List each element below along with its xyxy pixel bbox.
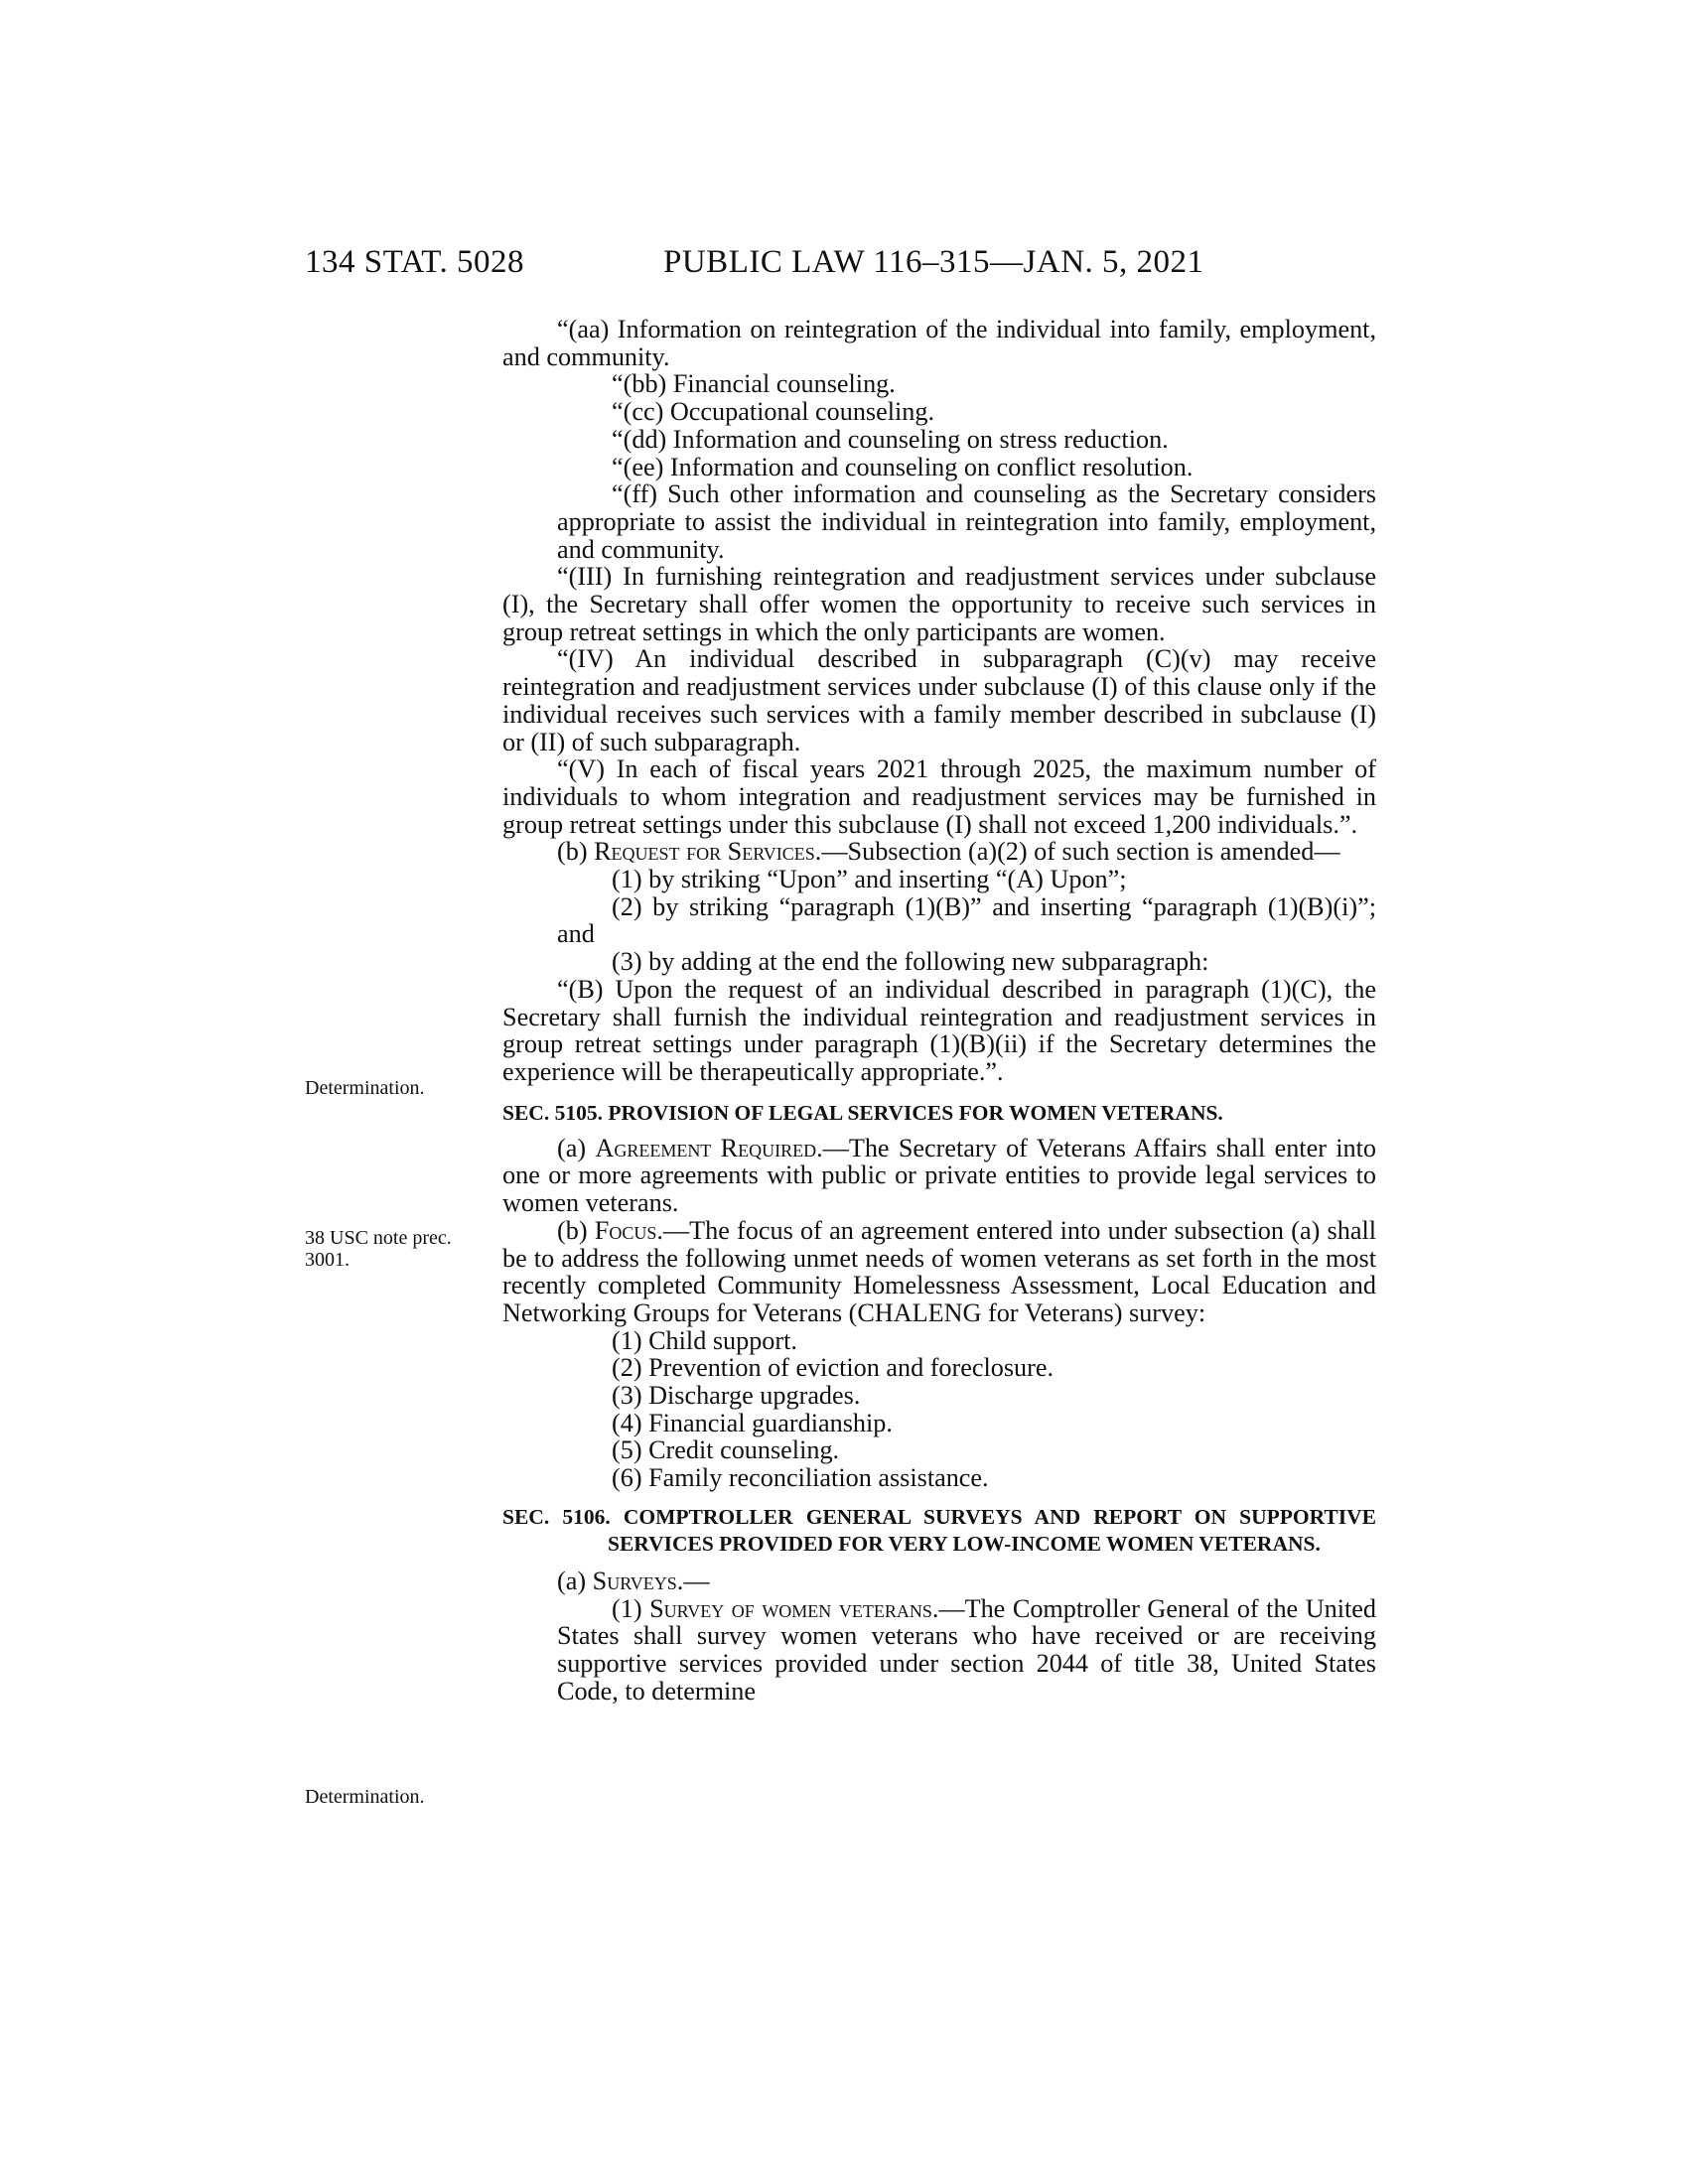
subsection-b-request — [502, 838, 1376, 866]
needs-list — [502, 1327, 1376, 1492]
subsection-caption: Focus — [594, 1215, 657, 1245]
subsection-a-surveys — [502, 1568, 1376, 1595]
subsection-label: (a) — [557, 1133, 596, 1162]
item-cc: “(cc) Occupational counseling. — [612, 397, 935, 427]
margin-note-determination-1: Determination. — [305, 1077, 425, 1099]
margin-note-usc: 38 USC note prec. 3001. — [305, 1227, 452, 1271]
item-aa: “(aa) Information on reintegration of the individual into family, employment, and community. — [502, 315, 1376, 371]
amendment-1: (1) by striking “Upon” and inserting “(A) Upon”; — [612, 865, 1127, 894]
amendment-2: (2) by striking “paragraph (1)(B)” and inserting “paragraph (1)(B)(i)”; and — [557, 891, 1376, 949]
subsection-text: .— — [676, 1566, 710, 1595]
paragraph-text: .—The Comptroller General of the United States shall survey women veterans who have received or are receiving supportive services provided under section 2044 of title 38, United States Code, to determine — [557, 1593, 1376, 1706]
section-5106-heading: SEC. 5106. COMPTROLLER GENERAL SURVEYS AND REPORT ON SUPPORTIVE SERVICES PROVIDED FOR VERY LOW-INCOME WOMEN VETERANS. — [502, 1504, 1376, 1556]
list-item: (3) Discharge upgrades. — [612, 1381, 861, 1411]
subsection-text: .—The Secretary of Veterans Affairs shall enter into one or more agreements with public or private entities to provide legal services to women veterans. — [502, 1133, 1376, 1218]
item-bb: “(bb) Financial counseling. — [612, 369, 896, 399]
subsection-text: .—Subsection (a)(2) of such section is amended— — [814, 837, 1340, 867]
list-item: (4) Financial guardianship. — [612, 1408, 893, 1437]
item-ff: “(ff) Such other information and counseling as the Secretary considers appropriate to assist the individual in reintegration into family, employment, and community. — [557, 479, 1376, 564]
body-text — [502, 316, 1376, 1705]
list-item: (1) Child support. — [612, 1325, 797, 1355]
item-ee: “(ee) Information and counseling on conflict resolution. — [612, 452, 1194, 481]
running-head: PUBLIC LAW 116–315—JAN. 5, 2021 — [663, 244, 1204, 280]
subsection-label: (b) — [557, 1215, 595, 1245]
subsection-text: .—The focus of an agreement entered into under subsection (a) shall be to address the following unmet needs of women veterans as set forth in the most recently completed Community Homelessness Assessment, Local Education and Networking Groups for Veterans (CHALENG for Veterans) survey: — [502, 1215, 1376, 1327]
subsection-caption: Surveys — [592, 1566, 677, 1595]
list-item: (6) Family reconciliation assistance. — [612, 1463, 989, 1493]
subsection-b-focus — [502, 1217, 1376, 1327]
subsection-a-agreement — [502, 1135, 1376, 1217]
section-5105-heading: SEC. 5105. PROVISION OF LEGAL SERVICES FOR WOMEN VETERANS. — [502, 1100, 1223, 1125]
subsection-caption: Request for Services — [594, 837, 815, 867]
subsection-label: (b) — [557, 837, 595, 867]
amendment-3: (3) by adding at the end the following new subparagraph: — [612, 947, 1209, 977]
paragraph-label: (1) — [612, 1593, 650, 1623]
new-subparagraph-b: “(B) Upon the request of an individual described in paragraph (1)(C), the Secretary shall furnish the individual reintegration and readjustment services in group retreat settings under paragraph (1)(B)(ii) if the Secretary determines the experience will be therapeutically appropriate.”. — [502, 974, 1376, 1086]
list-item: (5) Credit counseling. — [612, 1435, 840, 1465]
paragraph-1-survey — [502, 1595, 1376, 1706]
item-dd: “(dd) Information and counseling on stress reduction. — [612, 424, 1169, 454]
subclause-v: “(V) In each of fiscal years 2021 through 2025, the maximum number of individuals to whom integration and readjustment services may be furnished in group retreat settings under this subclause (I) shall not exceed 1,200 individuals.”. — [502, 754, 1376, 839]
list-item: (2) Prevention of eviction and foreclosure. — [612, 1353, 1055, 1383]
subclause-iii: “(III) In furnishing reintegration and readjustment services under subclause (I), the Secretary shall offer women the opportunity to receive such services in group retreat settings in which the only participants are women. — [502, 562, 1376, 646]
subsection-label: (a) — [557, 1566, 593, 1595]
subsection-caption: Agreement Required — [595, 1133, 817, 1162]
page-stat-number: 134 STAT. 5028 — [305, 244, 525, 280]
margin-note-determination-2: Determination. — [305, 1786, 425, 1808]
subclause-iv: “(IV) An individual described in subparagraph (C)(v) may receive reintegration and readjustment services under subclause (I) of this clause only if the individual receives such services with a family member described in subclause (I) or (II) of such subparagraph. — [502, 644, 1376, 756]
paragraph-caption: Survey of women veterans — [649, 1593, 932, 1623]
